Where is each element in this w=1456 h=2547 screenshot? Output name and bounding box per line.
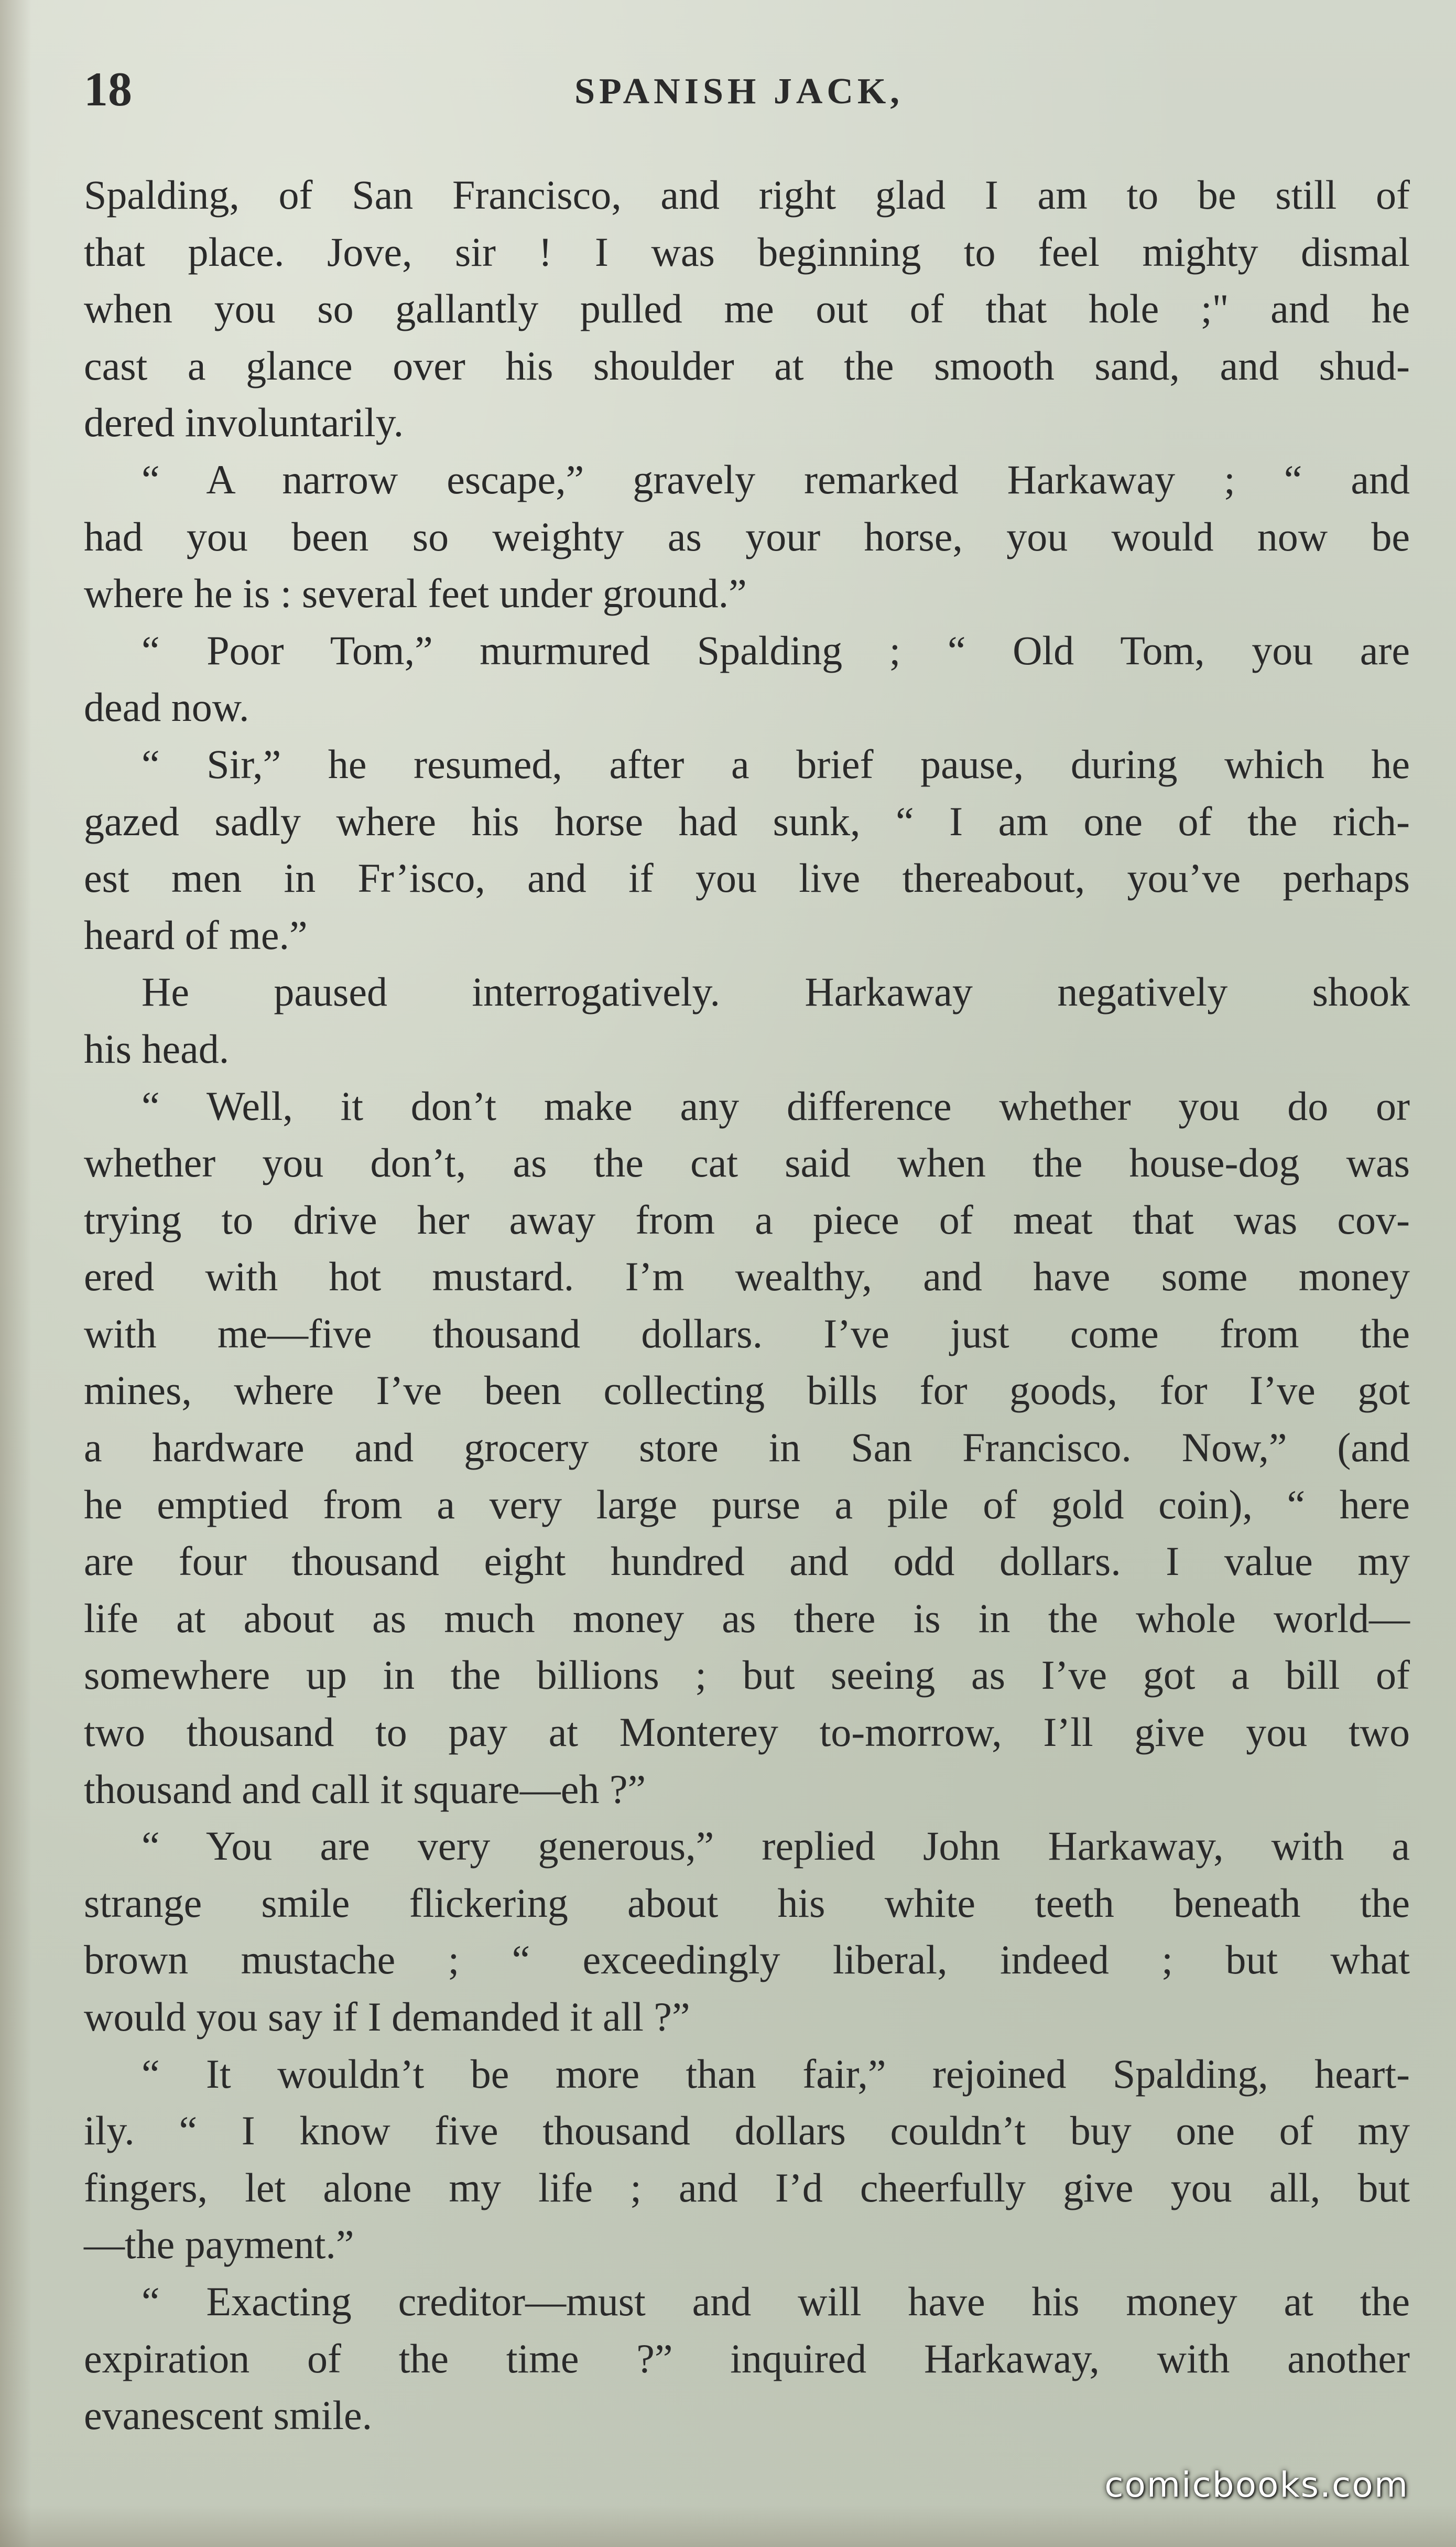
text-line-last: his head. (84, 1026, 230, 1072)
text-line: “ A narrow escape,” gravely remarked Harkaway ; “ and (142, 456, 1410, 502)
watermark: comicbooks.com (1104, 2465, 1409, 2505)
paragraph (84, 167, 1410, 451)
paragraph (84, 964, 1410, 1077)
text-line-last: would you say if I demanded it all ?” (84, 1994, 690, 2039)
text-line-last: dead now. (84, 684, 249, 730)
paragraph (84, 736, 1410, 964)
text-line: that place. Jove, sir ! I was beginning to feel mighty dismal (84, 229, 1410, 275)
text-line: with me—five thousand dollars. I’ve just come from the (84, 1310, 1410, 1356)
text-line-last: heard of me.” (84, 912, 308, 958)
page-edge-shadow-left (0, 0, 31, 2547)
text-line: when you so gallantly pulled me out of that hole ;" and he (84, 286, 1410, 332)
text-line: trying to drive her away from a piece of meat that was cov- (84, 1196, 1410, 1243)
text-line-last: thousand and call it square—eh ?” (84, 1766, 646, 1812)
running-head: SPANISH JACK, (574, 71, 904, 112)
text-line: “ Exacting creditor—must and will have his money at the (142, 2278, 1410, 2324)
text-line: life at about as much money as there is in the whole world— (84, 1595, 1410, 1641)
text-line: mines, where I’ve been collecting bills for goods, for I’ve got (84, 1367, 1410, 1413)
text-line: two thousand to pay at Monterey to-morrow, I’ll give you two (84, 1709, 1410, 1755)
text-line-last: dered involuntarily. (84, 400, 404, 446)
paragraph (84, 451, 1410, 622)
page-number: 18 (84, 62, 132, 116)
text-line: Spalding, of San Francisco, and right glad I am to be still of (84, 172, 1410, 218)
text-line: “ Poor Tom,” murmured Spalding ; “ Old Tom, you are (142, 627, 1410, 673)
body-text (84, 167, 1410, 2444)
text-line-last: where he is : several feet under ground.” (84, 570, 747, 617)
page-header (84, 58, 1394, 121)
text-line: expiration of the time ?” inquired Harkaway, with another (84, 2335, 1410, 2381)
paragraph (84, 622, 1410, 736)
text-line: “ Sir,” he resumed, after a brief pause, during which he (142, 741, 1410, 787)
paragraph (84, 1818, 1410, 2045)
text-line: cast a glance over his shoulder at the smooth sand, and shud- (84, 342, 1410, 388)
text-line: est men in Fr’isco, and if you live thereabout, you’ve perhaps (84, 855, 1410, 901)
text-line: He paused interrogatively. Harkaway negatively shook (142, 969, 1410, 1015)
paragraph (84, 2273, 1410, 2444)
paragraph (84, 1078, 1410, 1818)
text-line: ily. “ I know five thousand dollars couldn’t buy one of my (84, 2108, 1410, 2154)
text-line: had you been so weighty as your horse, you would now be (84, 513, 1410, 559)
text-line: whether you don’t, as the cat said when the house-dog was (84, 1140, 1410, 1186)
text-line-last: evanescent smile. (84, 2392, 373, 2438)
text-line: somewhere up in the billions ; but seeing as I’ve got a bill of (84, 1652, 1410, 1698)
text-line: “ It wouldn’t be more than fair,” rejoined Spalding, heart- (142, 2050, 1410, 2097)
text-line: are four thousand eight hundred and odd dollars. I value my (84, 1538, 1410, 1584)
paragraph (84, 2046, 1410, 2273)
page-edge-shadow-bottom (0, 2505, 1456, 2547)
text-line: a hardware and grocery store in San Francisco. Now,” (and (84, 1424, 1410, 1471)
text-line: gazed sadly where his horse had sunk, “ I am one of the rich- (84, 798, 1410, 844)
text-line-last: —the payment.” (84, 2221, 354, 2268)
text-line: brown mustache ; “ exceedingly liberal, indeed ; but what (84, 1937, 1410, 1983)
text-line: he emptied from a very large purse a pile of gold coin), “ here (84, 1481, 1410, 1527)
text-line: “ You are very generous,” replied John Harkaway, with a (142, 1823, 1410, 1869)
text-line: fingers, let alone my life ; and I’d cheerfully give you all, but (84, 2164, 1410, 2210)
text-line: strange smile flickering about his white teeth beneath the (84, 1880, 1410, 1926)
text-line: “ Well, it don’t make any difference whether you do or (142, 1083, 1410, 1129)
text-line: ered with hot mustard. I’m wealthy, and have some money (84, 1254, 1410, 1300)
